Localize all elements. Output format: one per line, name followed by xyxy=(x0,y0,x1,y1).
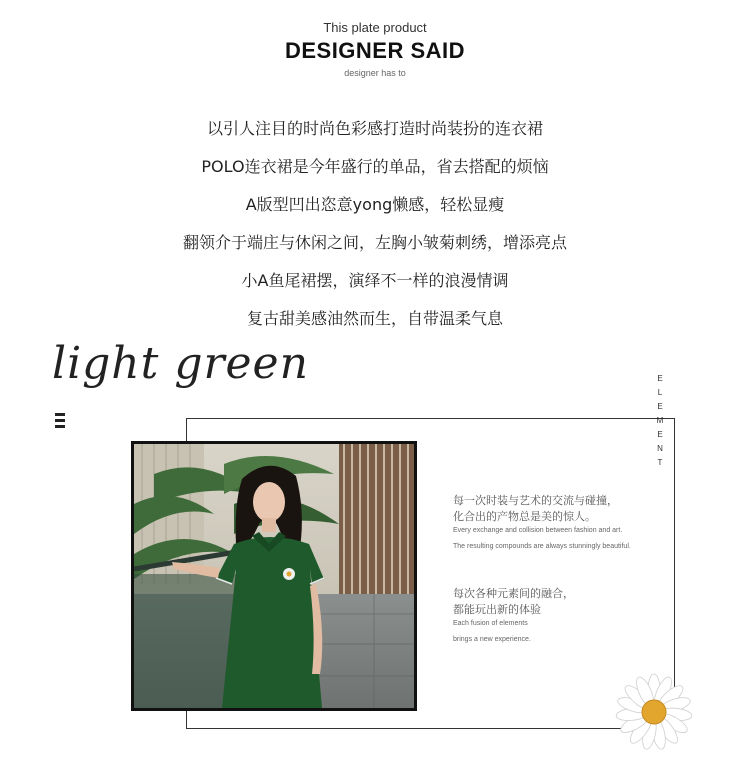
description-line-6: 复古甜美感油然而生，自带温柔气息 xyxy=(246,309,503,328)
block1-en-line-1: Every exchange and collision between fashion and art. xyxy=(453,527,623,534)
block2-en-line-2: brings a new experience. xyxy=(453,636,531,643)
menu-lines-icon xyxy=(55,413,65,435)
description-line-1: 以引人注目的时尚色彩感打造时尚装扮的连衣裙 xyxy=(206,119,543,138)
header-tagline: This plate product xyxy=(323,20,427,35)
daisy-flower-icon xyxy=(614,672,694,752)
vertical-letter: E xyxy=(657,402,663,411)
vertical-letter: E xyxy=(657,430,663,439)
block2-cn-line-1: 每次各种元素间的融合， xyxy=(453,587,574,600)
description-line-5: 小A鱼尾裙摆，演绎不一样的浪漫情调 xyxy=(241,271,509,290)
product-photo xyxy=(131,441,417,711)
block1-cn-line-2: 化合出的产物总是美的惊人。 xyxy=(453,510,596,523)
vertical-letter: L xyxy=(657,388,663,397)
vertical-element-label xyxy=(655,372,665,470)
vertical-letter: T xyxy=(657,458,663,467)
color-name-script: light green xyxy=(52,338,309,389)
header-title: DESIGNER SAID xyxy=(284,38,466,63)
header-subtitle: designer has to xyxy=(344,68,406,78)
block1-en-line-2: The resulting compounds are always stunningly beautiful. xyxy=(453,543,631,550)
block1-cn-line-1: 每一次时装与艺术的交流与碰撞， xyxy=(453,494,618,507)
description-line-3: A版型凹出恣意yong懒感，轻松显瘦 xyxy=(245,195,505,214)
vertical-letter: N xyxy=(657,444,663,453)
description-line-4: 翻领介于端庄与休闲之间，左胸小皱菊刺绣，增添亮点 xyxy=(182,233,567,252)
description-line-2: POLO连衣裙是今年盛行的单品，省去搭配的烦恼 xyxy=(201,157,549,176)
vertical-letter: M xyxy=(656,416,664,425)
vertical-letter: E xyxy=(657,374,663,383)
block2-cn-line-2: 都能玩出新的体验 xyxy=(453,603,541,616)
block2-en-line-1: Each fusion of elements xyxy=(453,620,528,627)
